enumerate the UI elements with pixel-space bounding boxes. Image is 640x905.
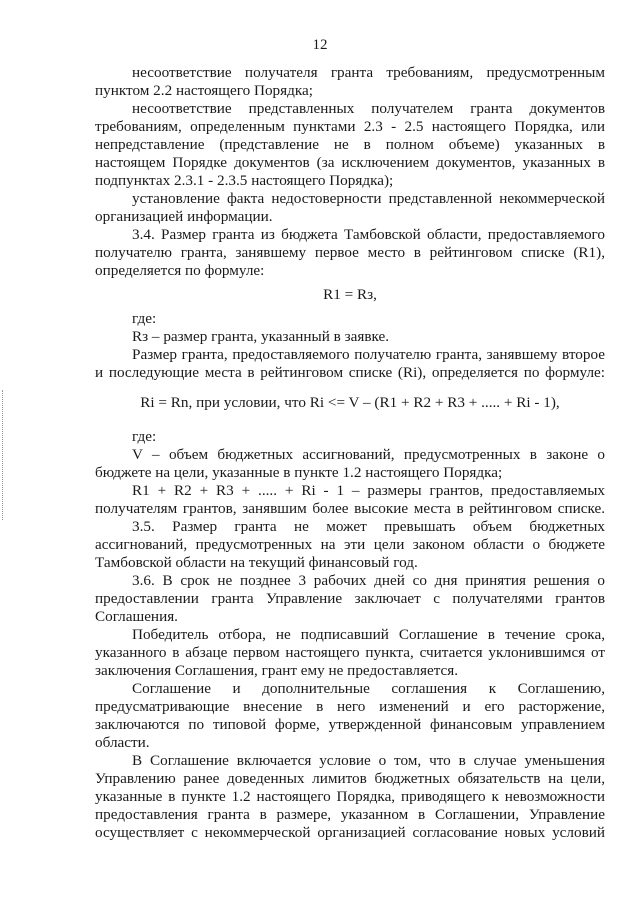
text-line: Соглашения. [95, 608, 178, 625]
text-line: получателям грантов, занявшим более высокие места в рейтинговом списке. [95, 500, 605, 517]
text-line: 3.6. В срок не позднее 3 рабочих дней со дня принятия решения о [132, 572, 605, 589]
text-line: предоставлении гранта Управление заключает с получателями грантов [95, 590, 605, 607]
text-line: и последующие места в рейтинговом списке (Ri), определяется по формуле: [95, 364, 605, 381]
text-line: несоответствие получателя гранта требованиям, предусмотренным [132, 64, 605, 81]
text-line: определяется по формуле: [95, 262, 265, 279]
text-line: предоставления гранта в размере, указанном в Соглашении, Управление [95, 806, 605, 823]
text-line: 3.5. Размер гранта не может превышать объем бюджетных [132, 518, 605, 535]
text-line: R1 + R2 + R3 + ..... + Ri - 1 – размеры грантов, предоставляемых [132, 482, 605, 499]
text-line: получателю гранта, занявшему первое место в рейтинговом списке (R1), [95, 244, 605, 261]
text-line: непредставление (представление не в полном объеме) указанных в [95, 136, 605, 153]
page-number: 12 [312, 37, 328, 53]
text-line: 3.4. Размер гранта из бюджета Тамбовской области, предоставляемого [132, 226, 605, 243]
text-line: В Соглашение включается условие о том, что в случае уменьшения [132, 752, 605, 769]
text-line: Тамбовской области на текущий финансовый год. [95, 554, 418, 571]
text-line: настоящем Порядке документов (за исключением документов, указанных в [95, 154, 605, 171]
text-line: несоответствие представленных получателем гранта документов [132, 100, 605, 117]
text-line: ассигнований, предусмотренных на эти цели законом области о бюджете [95, 536, 605, 553]
formula-ri: Ri = Rn, при условии, что Ri <= V – (R1 + R2 + R3 + ..... + Ri - 1), [140, 394, 560, 411]
text-line: заключения Соглашения, грант ему не предоставляется. [95, 662, 459, 679]
text-line: пунктом 2.2 настоящего Порядка; [95, 82, 313, 99]
text-line: Размер гранта, предоставляемого получателю гранта, занявшему второе [132, 346, 605, 363]
text-line: V – объем бюджетных ассигнований, предусмотренных в законе о [132, 446, 605, 463]
text-line: бюджете на цели, указанные в пункте 1.2 настоящего Порядка; [95, 464, 503, 481]
text-line: указанные в пункте 1.2 настоящего Порядка, приводящего к невозможности [95, 788, 605, 805]
margin-stamp [2, 390, 6, 520]
text-line: Rз – размер гранта, указанный в заявке. [132, 328, 390, 345]
text-line: предусматривающие внесение в него изменений и его расторжение, [95, 698, 605, 715]
text-line: Управлению ранее доведенных лимитов бюджетных обязательств на цели, [95, 770, 605, 787]
text-line: Победитель отбора, не подписавший Соглашение в течение срока, [132, 626, 605, 643]
text-line: где: [132, 428, 157, 445]
text-line: области. [95, 734, 150, 751]
text-line: Соглашение и дополнительные соглашения к Соглашению, [132, 680, 605, 697]
text-line: требованиям, определенным пунктами 2.3 - 2.5 настоящего Порядка, или [95, 118, 605, 135]
text-line: осуществляет с некоммерческой организацией согласование новых условий [95, 824, 605, 841]
text-line: указанного в абзаце первом настоящего пункта, считается уклонившимся от [95, 644, 605, 661]
formula-r1: R1 = Rз, [323, 286, 377, 303]
text-line: подпунктах 2.3.1 - 2.3.5 настоящего Порядка); [95, 172, 394, 189]
text-line: заключаются по типовой форме, утвержденной финансовым управлением [95, 716, 605, 733]
text-line: установление факта недостоверности представленной некоммерческой [132, 190, 605, 207]
text-line: организацией информации. [95, 208, 273, 225]
text-line: где: [132, 310, 157, 327]
